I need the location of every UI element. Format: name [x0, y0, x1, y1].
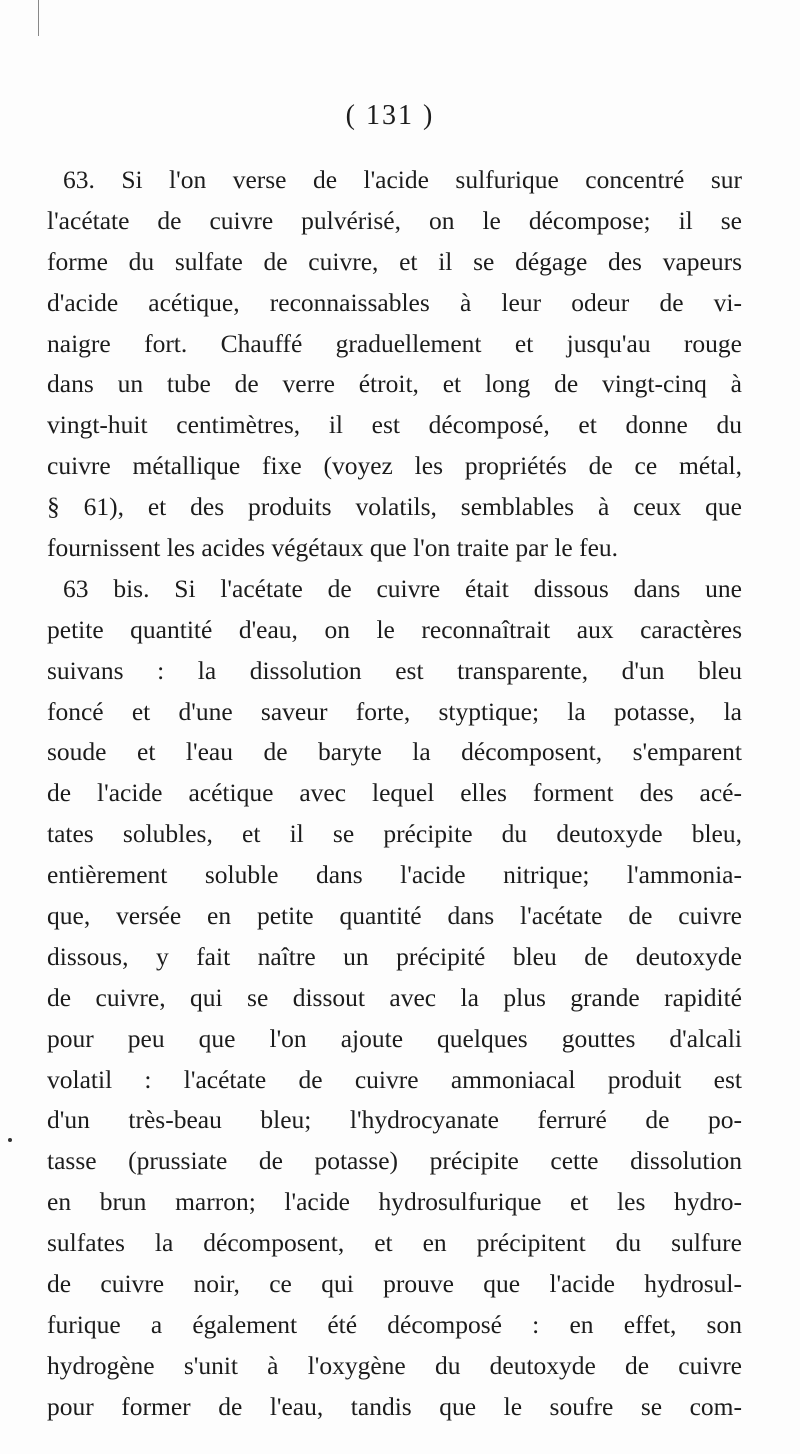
text-line: volatil : l'acétate de cuivre ammoniacal produit est	[47, 1064, 742, 1094]
page-number: ( 131 )	[345, 100, 435, 131]
text-line: de cuivre noir, ce qui prouve que l'acide hydrosul-	[47, 1269, 742, 1299]
text-line: pour former de l'eau, tandis que le soufre se com-	[47, 1391, 742, 1421]
text-line: suivans : la dissolution est transparente, d'un bleu	[47, 655, 742, 685]
page-edge-mark	[38, 0, 39, 36]
text-line: d'acide acétique, reconnaissables à leur odeur de vi-	[47, 287, 742, 317]
text-line: 63. Si l'on verse de l'acide sulfurique concentré sur	[63, 165, 742, 194]
text-line: l'acétate de cuivre pulvérisé, on le décompose; il se	[47, 205, 742, 235]
text-line: 63 bis. Si l'acétate de cuivre était dissous dans une	[63, 573, 742, 603]
text-line: petite quantité d'eau, on le reconnaîtrait aux caractères	[47, 614, 742, 644]
text-line: sulfates la décomposent, et en précipitent du sulfure	[47, 1228, 742, 1258]
text-line: de l'acide acétique avec lequel elles forment des acé-	[47, 778, 742, 808]
text-line: pour peu que l'on ajoute quelques gouttes d'alcali	[47, 1023, 742, 1053]
text-line: vingt-huit centimètres, il est décomposé, et donne du	[47, 410, 742, 440]
text-line: de cuivre, qui se dissout avec la plus grande rapidité	[47, 982, 742, 1012]
text-line: naigre fort. Chauffé graduellement et jusqu'au rouge	[47, 328, 742, 358]
margin-dot	[8, 1138, 12, 1142]
text-line: tasse (prussiate de potasse) précipite cette dissolution	[47, 1146, 742, 1176]
text-line: tates solubles, et il se précipite du deutoxyde bleu,	[47, 819, 742, 849]
text-line: en brun marron; l'acide hydrosulfurique et les hydro-	[47, 1187, 742, 1217]
text-line: entièrement soluble dans l'acide nitrique; l'ammonia-	[47, 860, 742, 890]
text-line: forme du sulfate de cuivre, et il se dégage des vapeurs	[47, 246, 742, 276]
text-line: dissous, y fait naître un précipité bleu de deutoxyde	[47, 941, 742, 971]
text-line: d'un très-beau bleu; l'hydrocyanate ferruré de po-	[47, 1105, 742, 1135]
text-line: que, versée en petite quantité dans l'acétate de cuivre	[47, 901, 742, 931]
text-line: soude et l'eau de baryte la décomposent, s'emparent	[47, 737, 742, 767]
text-line: hydrogène s'unit à l'oxygène du deutoxyde de cuivre	[47, 1350, 742, 1380]
body-text	[47, 160, 742, 1428]
text-line: furique a également été décomposé : en effet, son	[47, 1309, 742, 1339]
text-line: dans un tube de verre étroit, et long de vingt-cinq à	[47, 369, 742, 399]
text-line: § 61), et des produits volatils, semblables à ceux que	[47, 492, 742, 522]
text-line: cuivre métallique fixe (voyez les propriétés de ce métal,	[47, 451, 742, 481]
text-line: fournissent les acides végétaux que l'on traite par le feu.	[47, 533, 619, 563]
text-line: foncé et d'une saveur forte, styptique; la potasse, la	[47, 696, 742, 726]
